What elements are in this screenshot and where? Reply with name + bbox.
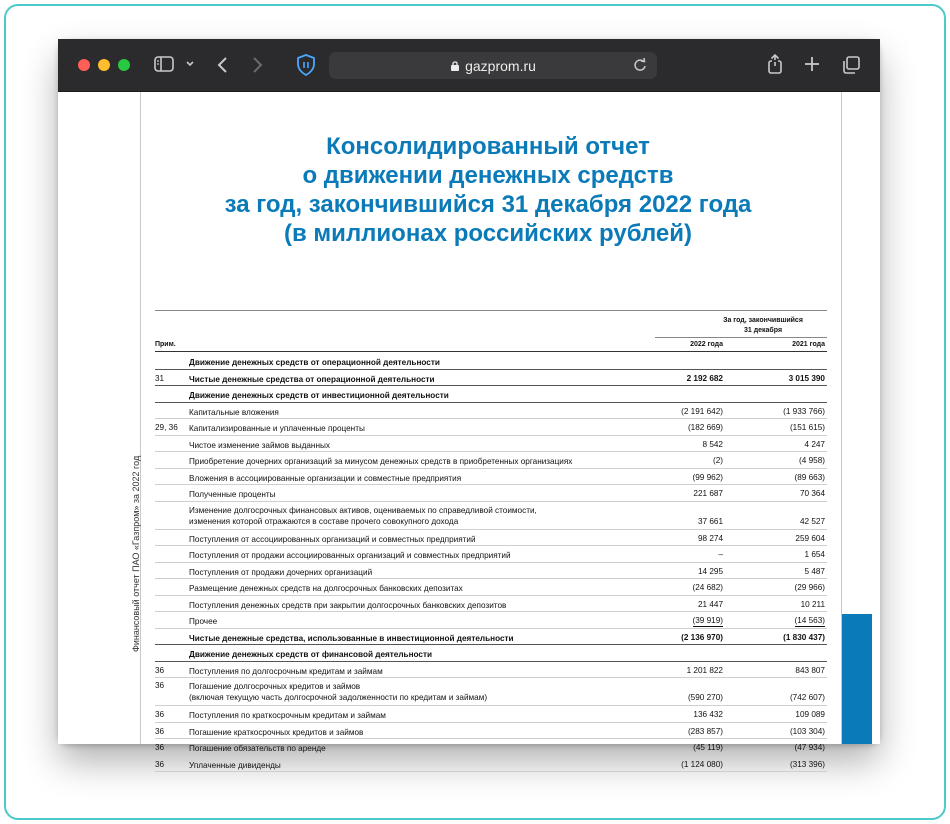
row-label <box>189 760 281 771</box>
row-label <box>189 550 511 561</box>
value-2022: (45 119) <box>693 743 723 752</box>
title-line-1: Консолидированный отчет <box>326 133 650 160</box>
row-label-line-2: (включая текущую часть долгосрочной задолженности по кредитам и займам) <box>189 693 488 702</box>
period-header <box>698 316 828 336</box>
value-2021: (47 934) <box>794 743 825 752</box>
row-label-line-1: Поступления от продажи дочерних организаций <box>189 567 373 577</box>
value-2021: (4 958) <box>799 456 825 465</box>
row-label-line-1: Погашение краткосрочных кредитов и займов <box>189 727 364 737</box>
value-2021: 3 015 390 <box>788 373 825 383</box>
row-label <box>189 633 514 644</box>
row-label-line-1: Движение денежных средств от операционной деятельности <box>189 358 440 367</box>
value-2022: (24 682) <box>692 583 723 592</box>
value-2022: 14 295 <box>697 566 723 576</box>
new-tab-icon[interactable] <box>803 55 821 77</box>
row-label <box>189 710 386 721</box>
value-2022: (590 270) <box>687 693 723 702</box>
table-row <box>155 579 827 596</box>
value-2021: 10 211 <box>800 599 825 609</box>
table-row <box>155 469 827 486</box>
zoom-window-button[interactable] <box>118 59 130 71</box>
row-note: 36 <box>155 726 165 736</box>
row-label <box>189 534 476 545</box>
table-row <box>155 502 827 530</box>
value-2022: 2 192 682 <box>686 373 723 383</box>
row-label-line-1: Изменение долгосрочных финансовых активов, оцениваемых по справедливой стоимости, <box>189 505 537 515</box>
row-note: 36 <box>155 710 165 719</box>
back-icon[interactable] <box>216 55 230 79</box>
table-row <box>155 723 827 740</box>
value-2021: (151 615) <box>789 423 825 432</box>
blue-side-tab <box>842 614 872 744</box>
row-label <box>189 390 449 401</box>
table-row <box>155 739 827 756</box>
table-row <box>155 530 827 547</box>
value-2021: (1 830 437) <box>783 632 825 642</box>
browser-window <box>58 39 880 770</box>
value-2022: (182 669) <box>687 423 723 432</box>
row-label-line-2: изменения которой отражаются в составе прочего совокупного дохода <box>189 516 459 526</box>
table-top-rule <box>155 310 827 311</box>
row-note: 36 <box>155 759 165 769</box>
row-label-line-1: Погашение обязательств по аренде <box>189 744 326 753</box>
forward-icon[interactable] <box>250 55 264 79</box>
row-label-line-1: Приобретение дочерних организаций за минусом денежных средств в приобретенных организациях <box>189 457 573 466</box>
col-2021-header: 2021 года <box>792 341 825 348</box>
period-header-line-1: За год, закончившийся <box>723 317 803 324</box>
row-label-line-1: Поступления от продажи ассоциированных организаций и совместных предприятий <box>189 551 511 560</box>
row-label-line-1: Чистые денежные средства, использованные в инвестиционной деятельности <box>189 633 514 643</box>
address-bar[interactable] <box>329 52 657 79</box>
value-2022: (39 919) <box>692 616 723 625</box>
value-2022: 136 432 <box>693 710 723 719</box>
row-label <box>189 440 330 451</box>
reload-icon[interactable] <box>633 57 647 78</box>
row-label <box>189 567 372 578</box>
row-label-line-1: Поступления по краткосрочным кредитам и займам <box>189 711 386 720</box>
value-2021: 42 527 <box>799 516 825 526</box>
title-line-4: (в миллионах российских рублей) <box>284 220 692 247</box>
document-title <box>158 132 818 248</box>
url-text: gazprom.ru <box>465 58 536 74</box>
row-label-line-1: Прочее <box>189 617 218 626</box>
side-caption: Финансовый отчет ПАО «Газпром» за 2022 год <box>131 455 141 652</box>
value-2021: 70 364 <box>799 489 825 498</box>
value-2021: (313 396) <box>789 759 825 769</box>
table-row <box>155 386 827 403</box>
pdf-page <box>58 92 880 770</box>
table-row <box>155 706 827 723</box>
row-label-line-1: Полученные проценты <box>189 490 276 499</box>
minimize-window-button[interactable] <box>98 59 110 71</box>
value-2022: (283 857) <box>687 726 723 736</box>
row-note: 29, 36 <box>155 423 178 432</box>
row-label <box>189 456 572 467</box>
table-row <box>155 629 827 646</box>
row-label <box>189 583 463 594</box>
table-row <box>155 645 827 662</box>
row-label <box>189 616 217 627</box>
table-row <box>155 756 827 773</box>
value-2022: (2 136 970) <box>681 632 723 642</box>
col-2022-header: 2022 года <box>690 341 723 348</box>
row-label-line-1: Движение денежных средств от инвестиционной деятельности <box>189 391 449 400</box>
value-2022: 98 274 <box>697 533 723 543</box>
lock-icon <box>450 59 460 75</box>
row-label-line-1: Поступления денежных средств при закрытии долгосрочных банковских депозитов <box>189 600 507 610</box>
table-row <box>155 370 827 387</box>
row-label <box>189 357 440 368</box>
row-label-line-1: Капитализированные и уплаченные проценты <box>189 424 365 433</box>
row-label <box>189 473 461 484</box>
row-label <box>189 423 365 434</box>
close-window-button[interactable] <box>78 59 90 71</box>
row-label-line-1: Капитальные вложения <box>189 407 279 417</box>
row-label <box>189 407 279 418</box>
table-row <box>155 436 827 453</box>
table-row <box>155 612 827 629</box>
value-2022: (99 962) <box>692 472 723 482</box>
row-note: 36 <box>155 665 165 675</box>
table-row <box>155 452 827 469</box>
table-row <box>155 563 827 580</box>
row-label <box>189 505 537 527</box>
value-2022: 8 542 <box>702 439 723 449</box>
value-2022: (2) <box>712 456 723 465</box>
value-2022: 221 687 <box>693 489 723 498</box>
chevron-down-icon[interactable] <box>184 56 196 76</box>
row-note: 31 <box>155 373 165 383</box>
shield-icon[interactable] <box>296 54 316 80</box>
row-note: 36 <box>155 681 165 690</box>
period-header-rule <box>655 337 827 338</box>
row-label-line-1: Чистые денежные средства от операционной деятельности <box>189 374 435 384</box>
row-label-line-1: Чистое изменение займов выданных <box>189 440 330 450</box>
table-row <box>155 353 827 370</box>
row-label-line-1: Движение денежных средств от финансовой деятельности <box>189 650 433 659</box>
row-label-line-1: Погашение долгосрочных кредитов и займов <box>189 682 361 691</box>
row-label-line-1: Уплаченные дивиденды <box>189 760 281 770</box>
value-2022: 21 447 <box>697 599 723 609</box>
value-2021: (89 663) <box>794 472 825 482</box>
value-2021: (103 304) <box>789 726 825 736</box>
value-2022: 37 661 <box>697 516 723 526</box>
browser-toolbar <box>58 39 880 92</box>
value-2021: (29 966) <box>794 583 825 592</box>
col-note-header: Прим. <box>155 341 176 348</box>
sidebar-toggle-icon[interactable] <box>154 55 174 77</box>
title-line-3: за год, закончившийся 31 декабря 2022 года <box>224 191 752 218</box>
value-2021: 4 247 <box>804 439 825 449</box>
row-label <box>189 600 506 611</box>
table-row <box>155 403 827 420</box>
row-label-line-1: Размещение денежных средств на долгосрочных банковских депозитах <box>189 584 463 593</box>
value-2021: (742 607) <box>789 693 825 702</box>
row-label-line-1: Поступления от ассоциированных организаций и совместных предприятий <box>189 534 476 544</box>
value-2022: – <box>718 550 723 559</box>
value-2021: 109 089 <box>795 710 825 719</box>
value-2021: 5 487 <box>804 566 825 576</box>
row-label-line-1: Вложения в ассоциированные организации и совместные предприятия <box>189 473 462 483</box>
row-label <box>189 489 276 500</box>
row-label <box>189 681 487 703</box>
row-label <box>189 743 326 754</box>
table-row <box>155 546 827 563</box>
table-row <box>155 596 827 613</box>
row-label <box>189 666 383 677</box>
value-2021: (1 933 766) <box>783 406 825 416</box>
value-2021: (14 563) <box>794 616 825 625</box>
header-bottom-rule <box>155 351 827 352</box>
row-label <box>189 727 363 738</box>
table-row <box>155 485 827 502</box>
value-2021: 1 654 <box>804 550 825 559</box>
period-header-line-2: 31 декабря <box>743 327 783 334</box>
tab-overview-icon[interactable] <box>841 55 861 79</box>
table-row <box>155 419 827 436</box>
row-note: 36 <box>155 743 165 752</box>
value-2021: 843 807 <box>795 665 825 675</box>
title-line-2: о движении денежных средств <box>302 162 674 189</box>
row-label <box>189 374 435 385</box>
row-label <box>189 649 432 660</box>
table-row <box>155 678 827 706</box>
row-label-line-1: Поступления по долгосрочным кредитам и займам <box>189 666 383 676</box>
value-2022: 1 201 822 <box>686 665 723 675</box>
table-row <box>155 662 827 679</box>
value-2022: (1 124 080) <box>681 759 723 769</box>
value-2021: 259 604 <box>795 533 825 543</box>
value-2022: (2 191 642) <box>681 406 723 416</box>
share-icon[interactable] <box>766 53 784 79</box>
